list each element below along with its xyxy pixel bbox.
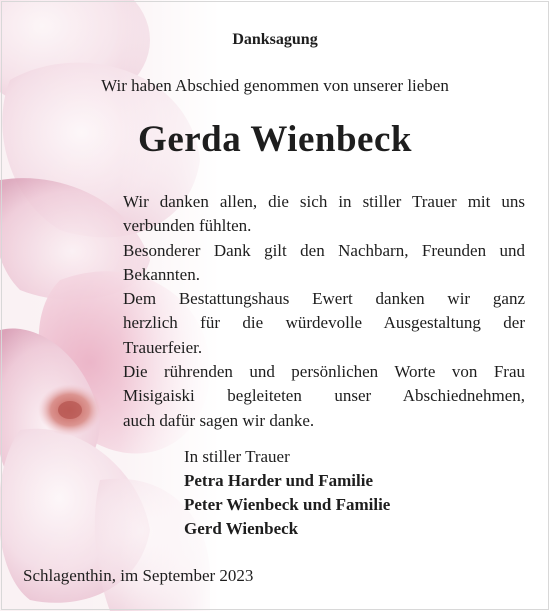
thanks-line: Die rührenden und persönlichen Worte von Frau: [123, 362, 525, 382]
thanks-line: Trauerfeier.: [123, 337, 203, 357]
notice-heading: Danksagung: [232, 31, 318, 48]
signature-intro: In stiller Trauer: [184, 447, 290, 466]
thanks-line: Misigaiski begleiteten unser Abschiednehmen,: [123, 386, 525, 406]
place-and-date: Schlagenthin, im September 2023: [23, 566, 254, 585]
thanks-line: Bekannten.: [123, 264, 200, 284]
signatory: Gerd Wienbeck: [184, 519, 299, 538]
deceased-name: Gerda Wienbeck: [138, 119, 412, 160]
thanks-line: herzlich für die würdevolle Ausgestaltung der: [123, 313, 525, 333]
signatory: Petra Harder und Familie: [184, 471, 374, 490]
thanks-text: [123, 190, 525, 433]
thanks-line: auch dafür sagen wir danke.: [123, 410, 315, 430]
thanks-line: verbunden fühlten.: [123, 216, 252, 236]
signatory: Peter Wienbeck und Familie: [184, 495, 391, 514]
thanks-line: Dem Bestattungshaus Ewert danken wir ganz: [123, 289, 525, 309]
thanks-line: Wir danken allen, die sich in stiller Trauer mit uns: [123, 192, 525, 211]
intro-line: Wir haben Abschied genommen von unserer lieben: [101, 76, 449, 95]
thanks-line: Besonderer Dank gilt den Nachbarn, Freunden und: [123, 240, 525, 260]
